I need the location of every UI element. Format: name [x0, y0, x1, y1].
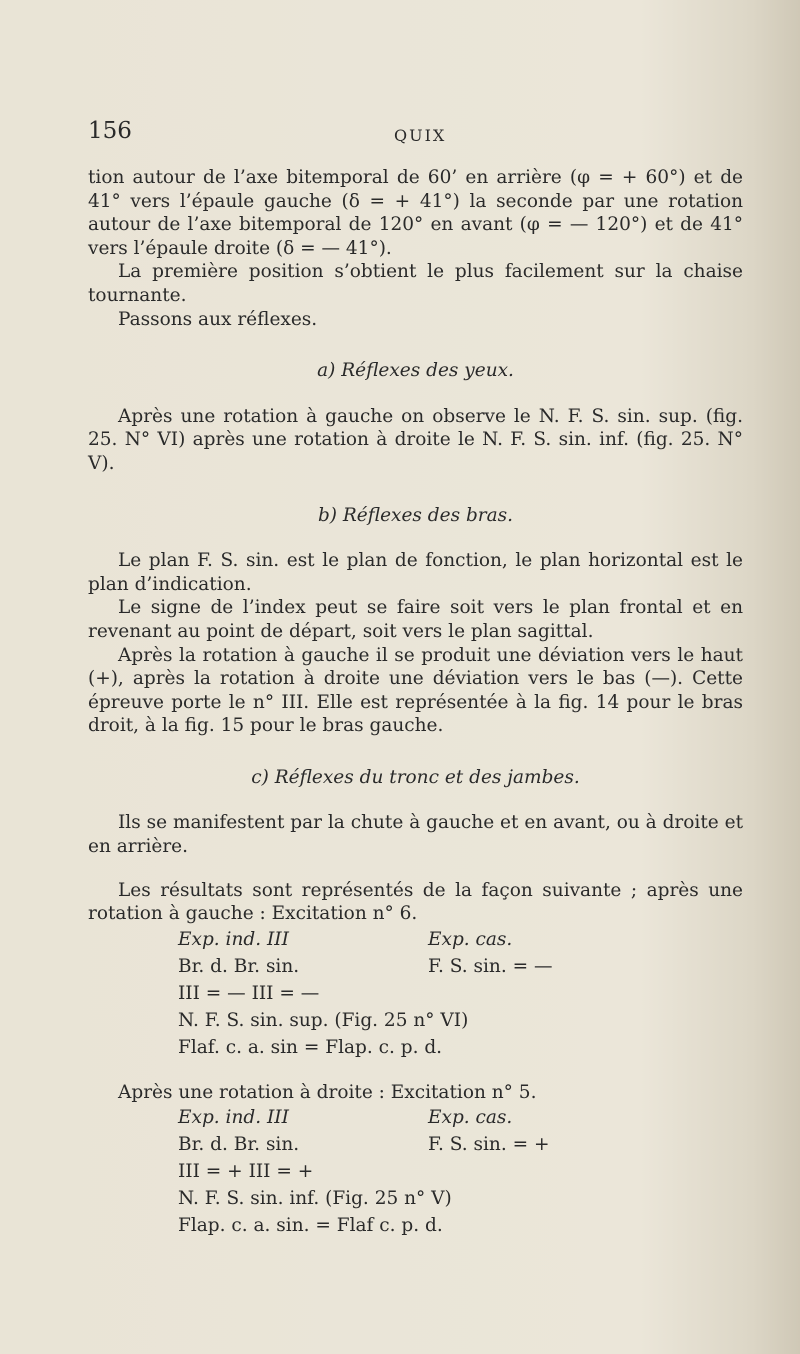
paragraph: Après la rotation à gauche il se produit une déviation vers le haut (+), après la rotation à droite une déviation vers le bas (—). Cette épreuve porte le n° III. Elle est représentée à la fig. 14 pour le bras droit, à la fig. 15 pour le bras gauche. — [88, 644, 743, 737]
table-cell: Flap. c. a. sin. = Flaf c. p. d. — [178, 1215, 443, 1237]
table-cell: Exp. cas. — [428, 928, 513, 950]
paragraph: Le signe de l’index peut se faire soit vers le plan frontal et en revenant au point de départ, soit vers le plan sagittal. — [88, 597, 743, 642]
table-cell: N. F. S. sin. inf. (Fig. 25 n° V) — [178, 1188, 452, 1210]
paragraph: La première position s’obtient le plus facilement sur la chaise tournante. — [88, 261, 743, 306]
running-head: QUIX — [394, 126, 447, 145]
paragraph: Après une rotation à droite : Excitation n° 5. — [118, 1081, 537, 1103]
table-cell: Exp. ind. III — [178, 1107, 289, 1129]
results-table-right — [178, 1104, 743, 1239]
section-heading-b: b) Réflexes des bras. — [317, 504, 514, 526]
table-cell: Exp. cas. — [428, 1107, 513, 1129]
table-cell: Flaf. c. a. sin = Flap. c. p. d. — [178, 1036, 443, 1058]
table-cell: F. S. sin. = + — [428, 1134, 550, 1156]
table-cell: N. F. S. sin. sup. (Fig. 25 n° VI) — [178, 1009, 469, 1031]
results-table-left — [178, 926, 743, 1061]
table-cell: III = — III = — — [178, 982, 320, 1004]
table-cell: Br. d. Br. sin. — [178, 955, 300, 977]
section-heading-c: c) Réflexes du tronc et des jambes. — [251, 766, 580, 788]
paragraph: Après une rotation à gauche on observe le N. F. S. sin. sup. (fig. 25. N° VI) après une rotation à droite le N. F. S. sin. inf. (fig. 25. N° V). — [88, 405, 743, 474]
page-number: 156 — [88, 118, 132, 144]
page-body — [88, 166, 743, 1239]
table-cell: Exp. ind. III — [178, 928, 289, 950]
table-cell: Br. d. Br. sin. — [178, 1134, 300, 1156]
table-cell: F. S. sin. = — — [428, 955, 553, 977]
paragraph: Passons aux réflexes. — [118, 308, 318, 330]
table-cell: III = + III = + — [178, 1161, 314, 1183]
paragraph: Ils se manifestent par la chute à gauche et en avant, ou à droite et en arrière. — [88, 812, 743, 858]
paragraph: tion autour de l’axe bitemporal de 60’ en arrière (φ = + 60°) et de 41° vers l’épaule gauche (δ = + 41°) la seconde par une rotation autour de l’axe bitemporal de 120° en avant (φ = — 120°) et de 41° vers l’épaule droite (δ = — 41°). — [88, 167, 743, 259]
section-heading-a: a) Réflexes des yeux. — [317, 360, 514, 382]
page-header — [88, 118, 748, 152]
paragraph: Les résultats sont représentés de la façon suivante ; après une rotation à gauche : Excitation n° 6. — [88, 879, 743, 925]
paragraph: Le plan F. S. sin. est le plan de fonction, le plan horizontal est le plan d’indication. — [88, 550, 743, 595]
